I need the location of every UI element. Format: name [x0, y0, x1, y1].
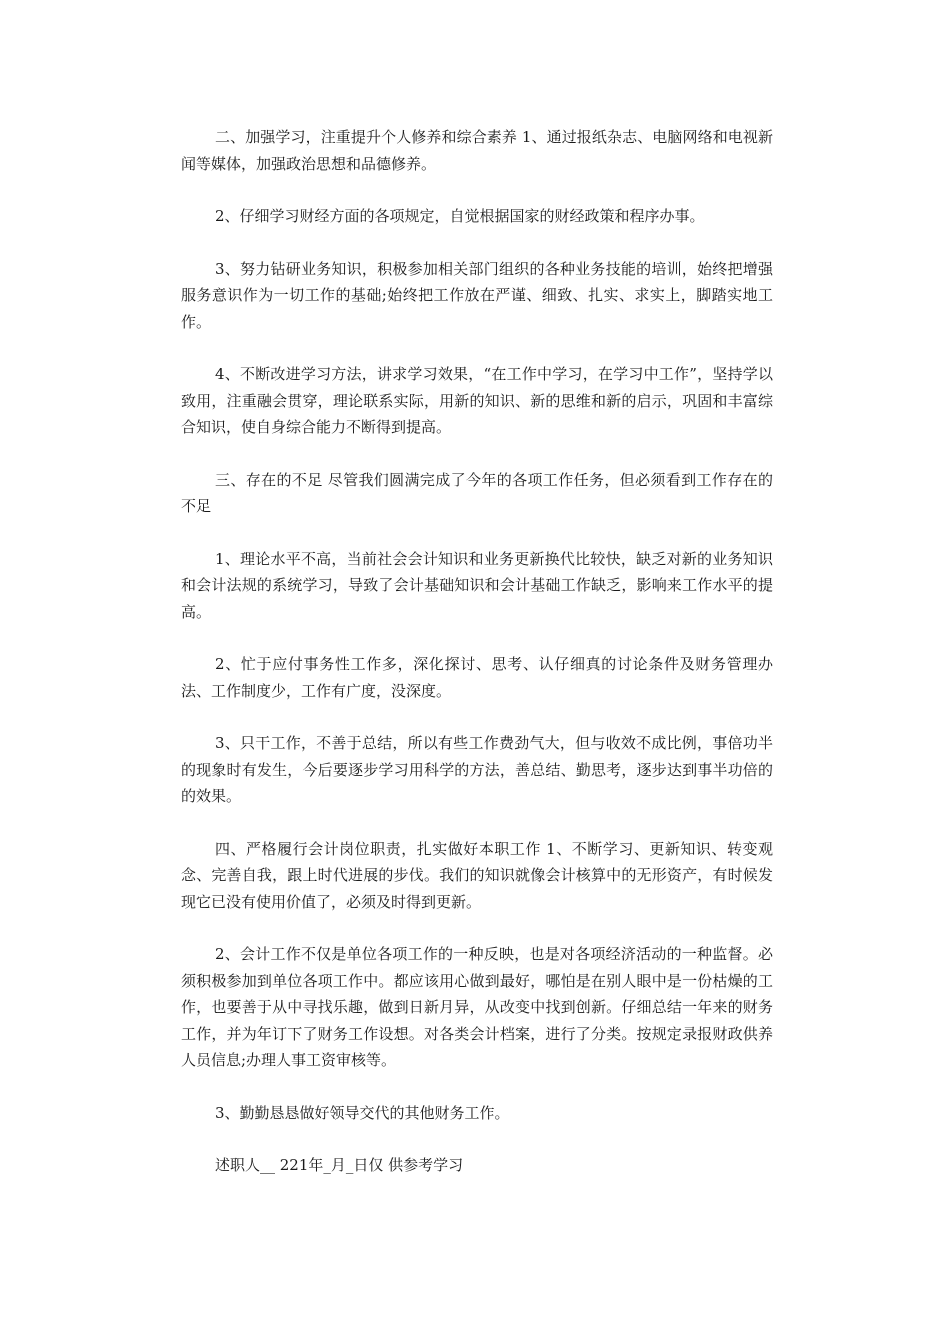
- paragraph-study-item-3: 3、努力钻研业务知识，积极参加相关部门组织的各种业务技能的培训，始终把增强服务意识作为一切工作的基础;始终把工作放在严谨、细致、扎实、求实上，脚踏实地工作。: [181, 259, 773, 331]
- paragraph-signature: 述职人__ 221年_月_日仅 供参考学习: [215, 1156, 464, 1174]
- paragraph-study-section: 二、加强学习，注重提升个人修养和综合素养 1、通过报纸杂志、电脑网络和电视新闻等媒体，加强政治思想和品德修养。: [181, 128, 773, 173]
- paragraph-duties-item-2: 2、会计工作不仅是单位各项工作的一种反映，也是对各项经济活动的一种监督。必须积极参加到单位各项工作中。都应该用心做到最好，哪怕是在别人眼中是一份枯燥的工作，也要善于从中寻找乐趣，做到日新月异，从改变中找到创新。仔细总结一年来的财务工作，并为年订下了财务工作设想。对各类会计档案，进行了分类。按规定录报财政供养人员信息;办理人事工资审核等。: [181, 945, 773, 1069]
- paragraph-shortcoming-2: 2、忙于应付事务性工作多，深化探讨、思考、认仔细真的讨论条件及财务管理办法、工作制度少，工作有广度，没深度。: [181, 655, 773, 700]
- paragraph-shortcomings-section: 三、存在的不足 尽管我们圆满完成了今年的各项工作任务，但必须看到工作存在的不足: [181, 470, 773, 515]
- paragraph-duties-section: 四、严格履行会计岗位职责，扎实做好本职工作 1、不断学习、更新知识、转变观念、完善自我，跟上时代进展的步伐。我们的知识就像会计核算中的无形资产，有时候发现它已没有使用价值了，必须及时得到更新。: [181, 839, 773, 911]
- paragraph-study-item-4: 4、不断改进学习方法，讲求学习效果，“在工作中学习，在学习中工作”，坚持学以致用，注重融会贯穿，理论联系实际，用新的知识、新的思维和新的启示，巩固和丰富综合知识，使自身综合能力不断得到提高。: [181, 365, 773, 436]
- paragraph-duties-item-3: 3、勤勤恳恳做好领导交代的其他财务工作。: [215, 1103, 510, 1122]
- paragraph-shortcoming-1: 1、理论水平不高，当前社会会计知识和业务更新换代比较快，缺乏对新的业务知识和会计法规的系统学习，导致了会计基础知识和会计基础工作缺乏，影响来工作水平的提高。: [181, 549, 773, 621]
- paragraph-study-item-2: 2、仔细学习财经方面的各项规定，自觉根据国家的财经政策和程序办事。: [215, 207, 705, 225]
- paragraph-shortcoming-3: 3、只干工作，不善于总结，所以有些工作费劲气大，但与收效不成比例，事倍功半的现象时有发生，今后要逐步学习用科学的方法，善总结、勤思考，逐步达到事半功倍的的效果。: [181, 734, 773, 805]
- document-body: [181, 124, 773, 1205]
